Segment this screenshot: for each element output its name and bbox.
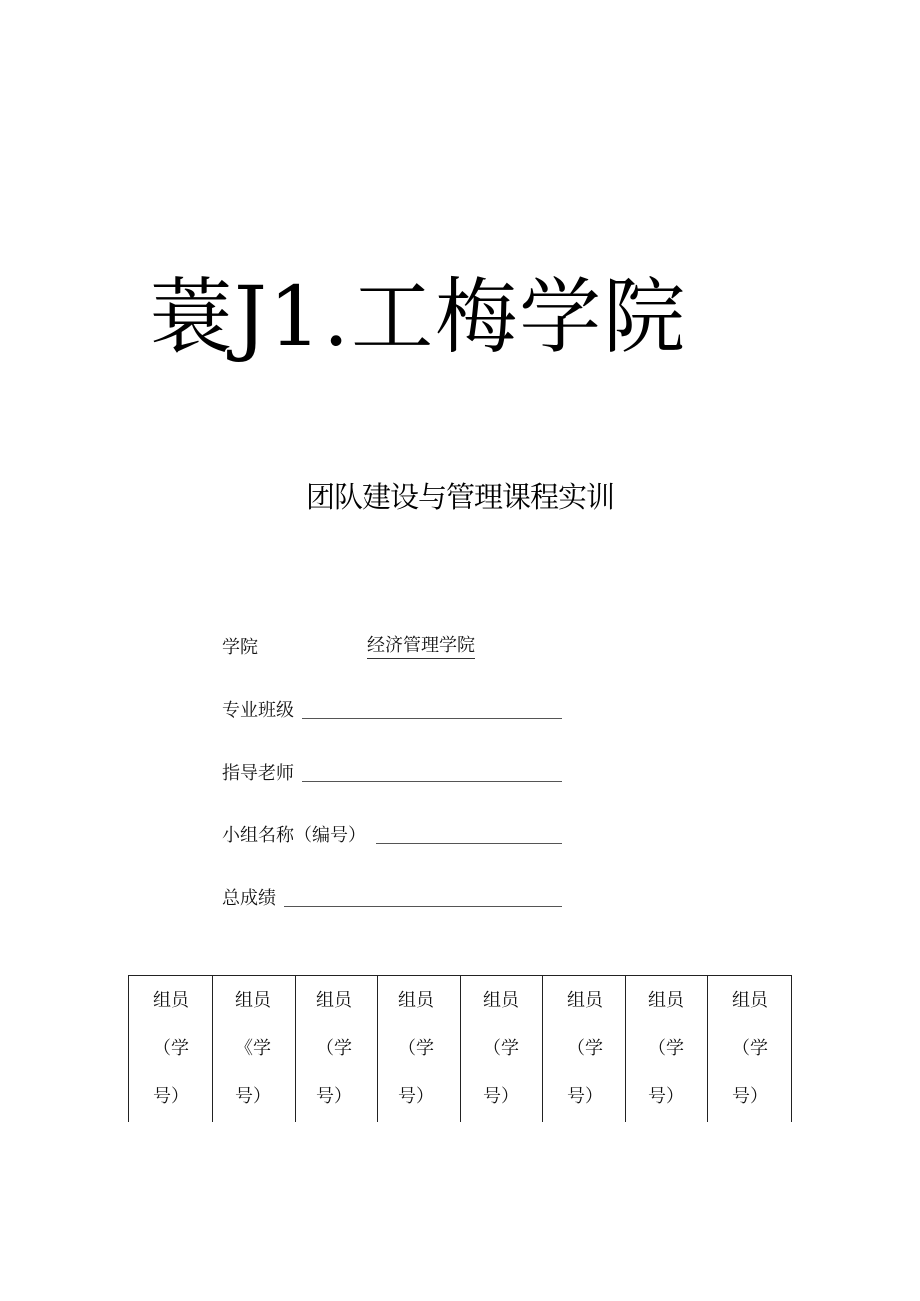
member-id-close: 号）: [567, 1086, 603, 1107]
member-id-close: 号）: [153, 1086, 189, 1107]
member-cell-4[interactable]: [377, 976, 460, 1122]
member-id-close: 号）: [316, 1086, 352, 1107]
group-label: 小组名称（编号）: [222, 825, 366, 846]
member-id-close: 号）: [483, 1086, 519, 1107]
member-id-open: （学: [398, 1038, 434, 1059]
member-cell-1[interactable]: [128, 976, 212, 1122]
member-id-open: （学: [567, 1038, 603, 1059]
form-row-college: [222, 634, 562, 662]
member-id-close: 号）: [648, 1086, 684, 1107]
member-id-open: （学: [732, 1038, 768, 1059]
member-id-open: （学: [483, 1038, 519, 1059]
score-label: 总成绩: [222, 888, 276, 909]
course-title: 团队建设与管理课程实训: [305, 480, 614, 514]
form-row-score: [222, 885, 562, 913]
member-cell-8[interactable]: [707, 976, 792, 1122]
member-label: 组员: [732, 990, 768, 1011]
member-cell-6[interactable]: [542, 976, 625, 1122]
group-input-line[interactable]: [376, 843, 562, 844]
member-id-close: 号）: [398, 1086, 434, 1107]
college-logo-title: 蓑J1.工梅学院: [150, 270, 688, 365]
members-table: [128, 975, 792, 1122]
member-label: 组员: [153, 990, 189, 1011]
member-cell-7[interactable]: [625, 976, 707, 1122]
class-input-line[interactable]: [302, 718, 562, 719]
teacher-input-line[interactable]: [302, 781, 562, 782]
member-id-open: （学: [153, 1038, 189, 1059]
member-cell-2[interactable]: [212, 976, 295, 1122]
member-id-open: （学: [648, 1038, 684, 1059]
teacher-label: 指导老师: [222, 763, 294, 784]
college-label: 学院: [222, 637, 258, 658]
member-label: 组员: [398, 990, 434, 1011]
score-input-line[interactable]: [284, 906, 562, 907]
member-label: 组员: [648, 990, 684, 1011]
college-value[interactable]: 经济管理学院: [367, 634, 475, 659]
member-cell-3[interactable]: [295, 976, 377, 1122]
member-label: 组员: [235, 990, 271, 1011]
form-row-class: [222, 697, 562, 725]
member-label: 组员: [483, 990, 519, 1011]
member-id-close: 号）: [732, 1086, 768, 1107]
member-id-open: （学: [316, 1038, 352, 1059]
class-label: 专业班级: [222, 700, 294, 721]
member-id-open: 《学: [235, 1038, 271, 1059]
member-label: 组员: [316, 990, 352, 1011]
member-label: 组员: [567, 990, 603, 1011]
member-id-close: 号）: [235, 1086, 271, 1107]
form-row-teacher: [222, 760, 562, 788]
member-cell-5[interactable]: [460, 976, 542, 1122]
form-row-group: [222, 822, 562, 850]
